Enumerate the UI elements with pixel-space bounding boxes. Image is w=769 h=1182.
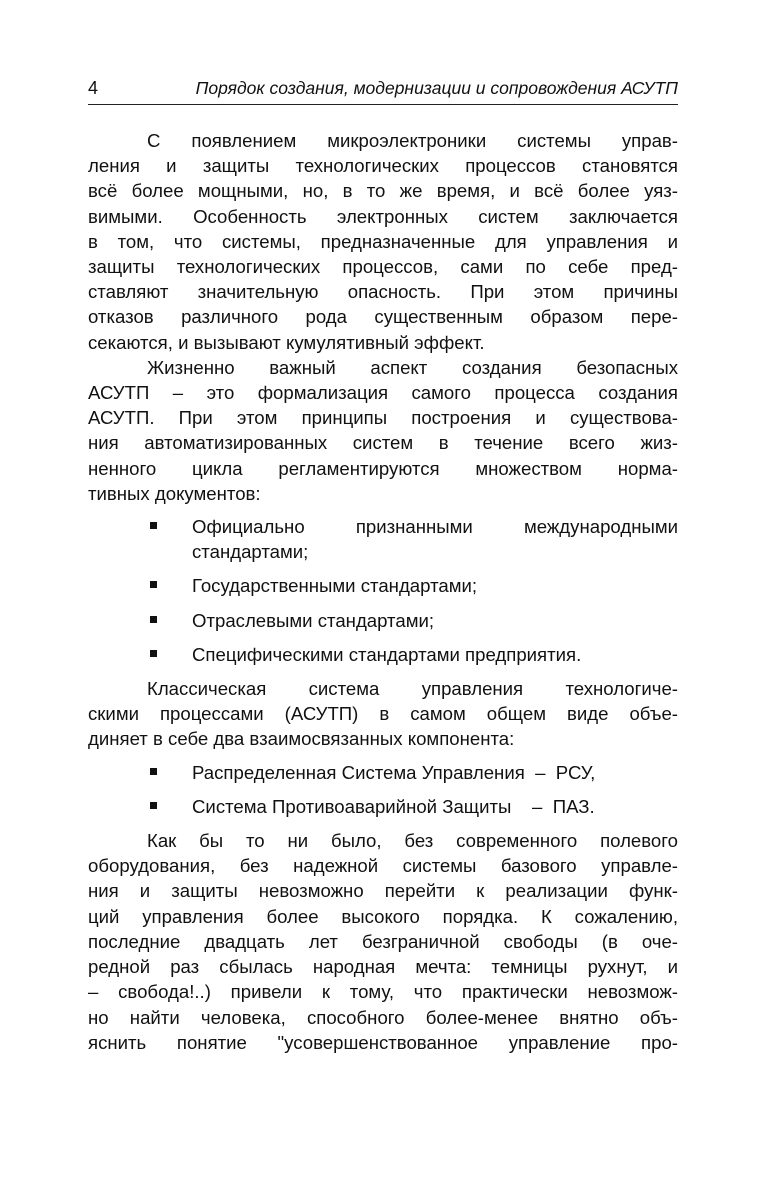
bullet-square-icon — [150, 768, 157, 775]
text-line: ния автоматизированных систем в течение всего жиз- — [88, 432, 678, 454]
list-item — [88, 794, 678, 819]
text-line: Жизненно важный аспект создания безопасных — [147, 356, 678, 378]
text-line: последние двадцать лет безграничной свободы (в оче- — [88, 930, 678, 952]
text-line: Классическая система управления технологиче- — [147, 678, 678, 700]
text-line: АСУТП. При этом принципы построения и существова- — [88, 407, 678, 429]
text-line: яснить понятие "усовершенствованное управление про- — [88, 1031, 678, 1053]
page-number: 4 — [88, 78, 99, 98]
text-line: в том, что системы, предназначенные для управления и — [88, 230, 678, 252]
list-item-text: Специфическими стандартами предприятия. — [192, 643, 582, 665]
text-line: тивных документов: — [88, 482, 261, 504]
text-line: ненного цикла регламентируются множеством норма- — [88, 457, 678, 479]
list-item — [88, 642, 678, 667]
text-line: оборудования, без надежной системы базового управле- — [88, 855, 678, 877]
text-line: всё более мощными, но, в то же время, и всё более уяз- — [88, 180, 678, 202]
text-line: АСУТП – это формализация самого процесса создания — [88, 382, 678, 404]
bullet-square-icon — [150, 802, 157, 809]
list-item-text: Система Противоаварийной Защиты – ПАЗ. — [192, 795, 595, 817]
bullet-square-icon — [150, 522, 157, 529]
standards-list — [88, 514, 678, 667]
text-line: ления и защиты технологических процессов становятся — [88, 155, 678, 177]
text-line: диняет в себе два взаимосвязанных компонента: — [88, 728, 515, 750]
list-item — [88, 760, 678, 785]
body-text — [88, 128, 678, 1055]
text-line: ций управления более высокого порядка. К сожалению, — [88, 905, 678, 927]
bullet-square-icon — [150, 650, 157, 657]
list-item-text: Государственными стандартами; — [192, 575, 478, 597]
text-line: Как бы то ни было, без современного полевого — [147, 830, 678, 852]
list-item-text: Отраслевыми стандартами; — [192, 609, 435, 631]
running-title: Порядок создания, модернизации и сопровождения АСУТП — [195, 78, 678, 98]
paragraph-4 — [88, 828, 678, 1055]
paragraph-2 — [88, 355, 678, 506]
text-line: – свобода!..) привели к тому, что практически невозмож- — [88, 981, 678, 1003]
paragraph-1 — [88, 128, 678, 355]
text-line: вимыми. Особенность электронных систем заключается — [88, 205, 678, 227]
text-line: ния и защиты невозможно перейти к реализации функ- — [88, 880, 678, 902]
text-line: скими процессами (АСУТП) в самом общем виде объе- — [88, 703, 678, 725]
paragraph-3 — [88, 676, 678, 752]
list-item — [88, 514, 678, 564]
list-item — [88, 573, 678, 598]
bullet-square-icon — [150, 616, 157, 623]
list-item-text: Распределенная Система Управления – РСУ, — [192, 761, 596, 783]
components-list — [88, 760, 678, 819]
bullet-square-icon — [150, 581, 157, 588]
text-line: ставляют значительную опасность. При этом причины — [88, 281, 678, 303]
text-line: С появлением микроэлектроники системы управ- — [147, 130, 678, 151]
text-line: защиты технологических процессов, сами по себе пред- — [88, 256, 678, 278]
text-line: секаются, и вызывают кумулятивный эффект. — [88, 331, 485, 353]
text-line: но найти человека, способного более-менее внятно объ- — [88, 1006, 678, 1028]
text-line: редной раз сбылась народная мечта: темницы рухнут, и — [88, 956, 678, 978]
text-line: отказов различного рода существенным образом пере- — [88, 306, 678, 328]
page-header — [88, 74, 678, 105]
list-item — [88, 608, 678, 633]
list-item-text: Официально признанными международными стандартами; — [192, 516, 678, 563]
